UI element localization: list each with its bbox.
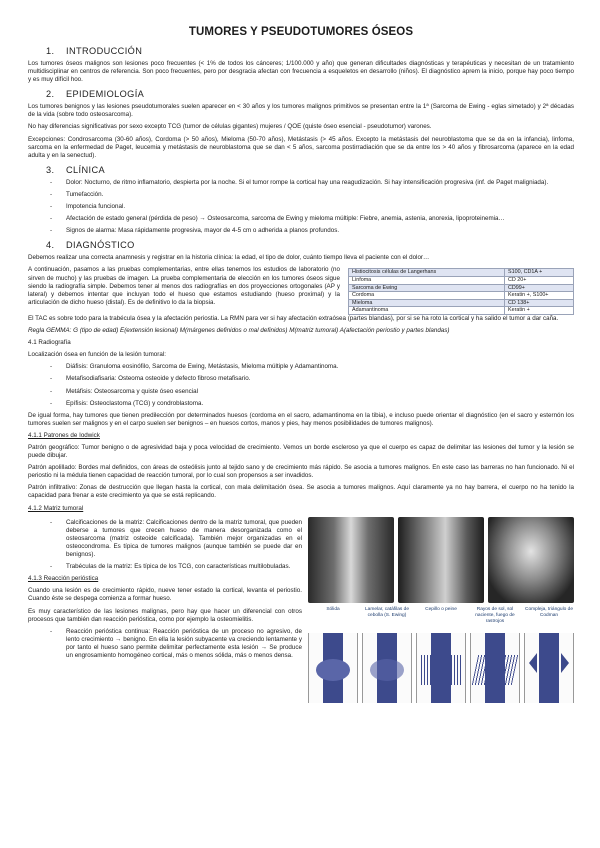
- paragraph: No hay diferencias significativas por sexo excepto TCG (tumor de células gigantes) mujeres / QOE (quiste óseo esencial - pseudotumor) varones.: [28, 123, 432, 131]
- document-page: [28, 26, 574, 717]
- table-row: [349, 307, 574, 315]
- list-item: - Impotencia funcional.: [50, 203, 574, 211]
- subheading-reaccion: 4.1.3 Reacción perióstica: [28, 575, 99, 583]
- table-row: [349, 277, 574, 285]
- periosteal-section: [28, 517, 574, 717]
- figure-label: Sólida: [326, 606, 340, 612]
- list-item: - Trabéculas de la matriz: Es típica de los TCG, con características multilobuladas.: [50, 563, 302, 571]
- section-number: 3.: [46, 164, 55, 175]
- list-item: - Metafisodiafisaria: Osteoma osteoide y defecto fibroso metafisario.: [50, 375, 574, 383]
- reaction-list: [28, 628, 302, 660]
- table-row: [349, 284, 574, 292]
- marker-value: CD99+: [505, 284, 574, 292]
- table-row: [349, 292, 574, 300]
- marker-name: Histiocitosis células de Langerhans: [349, 269, 505, 277]
- section-heading-introduccion: [46, 46, 574, 56]
- section-number: 4.: [46, 240, 55, 251]
- paragraph: Es muy característico de las lesiones malignas, pero hay que hacer un diferencial con otros procesos que también dan reacción perióstica, como por ejemplo la osteomielitis.: [28, 607, 302, 623]
- section-number: 1.: [46, 46, 55, 56]
- section-heading-epidemiologia: [46, 89, 574, 99]
- section-title: CLÍNICA: [66, 164, 106, 175]
- paragraph: Cuando una lesión es de crecimiento rápido, nueve tener estado la cortical, levanta el periostio. Cuando éste se despega comienza a formar hueso.: [28, 587, 302, 603]
- figure-label: Cepillo o peine: [425, 606, 457, 612]
- subheading-radiografia: 4.1 Radiografía: [28, 339, 71, 347]
- paragraph: Los tumores óseos malignos son lesiones poco frecuentes (< 1% de todos los cánceres; 1/100.000 y año) que generan dificultades diagnósticas y terapéuticas y necesitan de un tratamiento multidisciplinar en centros de referencia. Son poco frecuentes, pero por desgracia afectan con frecuencia a esqueletos en desarrollo (niños). El diagnóstico aprem la inicio, porque hay poco tiempo y es muy difícil hoo.: [28, 60, 574, 84]
- xray-image: [308, 517, 394, 603]
- figure-label: Compleja, triángulo de Codman: [525, 606, 573, 618]
- diagram-codman: [524, 633, 574, 703]
- list-item: - Epífisis: Osteoclastoma (TCG) y condroblastoma.: [50, 400, 574, 408]
- diagram-brush: [416, 633, 466, 703]
- paragraph: Localización ósea en función de la lesión tumoral:: [28, 351, 166, 359]
- paragraph: Patrón apolillado: Bordes mal definidos, con áreas de osteólisis junto al tejido sano y de crecimiento más rápido. Se asocia a tumores malignos. En este caso las barreras no han funcionado. Ni el periostio ni la médula tienen capacidad de reacción tumoral, por lo cual son propensos a ser invadidos.: [28, 464, 574, 480]
- section-heading-diagnostico: [46, 240, 574, 250]
- marker-value: Keratin +: [505, 307, 574, 315]
- figure-label: Rayos de sol, sol naciente, fuego de rastrojos: [475, 606, 515, 624]
- diagram-solid: [308, 633, 358, 703]
- diagram-row: [308, 633, 574, 703]
- list-item: - Signos de alarma: Masa rápidamente progresiva, mayor de 4-5 cm o adherida a planos profundos.: [50, 227, 574, 235]
- xray-row: [308, 517, 574, 603]
- list-item: - Metáfisis: Osteosarcoma y quiste óseo esencial: [50, 388, 574, 396]
- list-item: - Reacción perióstica continua: Reacción perióstica de un proceso no agresivo, de lento crecimiento → benigno. En ella la lesión subyacente va creciendo lentamente y por tanto el hueso sano permite delimitar perfectamente esta lesión → Se produce un engrosamiento homogéneo cortical, más o menos sólida, más o menos densa.: [50, 628, 302, 660]
- marker-value: CD 20+: [505, 277, 574, 285]
- list-item: - Tumefacción.: [50, 191, 574, 199]
- paragraph: Los tumores benignos y las lesiones pseudotumorales suelen aparecer en < 30 años y los tumores malignos primitivos se presentan entre la 1ª (Sarcoma de Ewing - eglas simetado) y 2ª décadas de la vida (sobre todo osteosarcoma).: [28, 103, 574, 119]
- paragraph: Patrón infiltrativo: Zonas de destrucción que llegan hasta la cortical, con mala delimitación ósea. Se asocia a tumores malignos. Aquí claramente ya no hay barrera, el cuerpo no ha tenido la capacidad para frenar a este crecimiento ya que se está replicando.: [28, 484, 574, 500]
- marker-name: Sarcoma de Ewing: [349, 284, 505, 292]
- paragraph: A continuación, pasamos a las pruebas complementarias, entre ellas tenemos los estudios de laboratorio (no sirven de mucho) y las pruebas de imagen. La prueba complementaria de elección en los tumores óseos sigue siendo la radiografía simple. Debemos tener al menos dos radiografías en dos proyecciones ortogonales (AP y lateral) y debemos intentar que incluyan todo el hueso que estamos estudiando (hueso proximal) y la articulación de dicho hueso (distal). Es de definitivo lo da la biopsia.: [28, 266, 340, 306]
- tests-block: [28, 266, 574, 315]
- diagram-sunburst: [470, 633, 520, 703]
- periosteal-reaction-figure: [308, 517, 574, 717]
- marker-value: S100, CD1A +: [505, 269, 574, 277]
- paragraph: Excepciones: Condrosarcoma (30-60 años), Cordoma (> 50 años), Mieloma (50-70 años), Metástasis (> 45 años. Excepto la metástasis del neuroblastoma que se da en la infancia), linfoma, sarcoma en la enfermedad de Paget, leucemia y metástasis de neuroblastoma que se dan < 5 años, sarcoma postirradiación que se da entre los > 40 años y fibrosarcoma (aparece en la edad adulta y en la senectud).: [28, 135, 574, 159]
- list-item: - Calcificaciones de la matriz: Calcificaciones dentro de la matriz tumoral, que pueden deberse a tumores que crecen hueso de manera desorganizada como el osteosarcoma (matriz osteoide calcificada). También mejor organizadas en el osteocondroma. Es típica de tumores malignos (aunque también se puede dar en benignos).: [50, 519, 302, 559]
- figure-labels: [308, 607, 574, 631]
- diagram-lamellar: [362, 633, 412, 703]
- xray-image: [398, 517, 484, 603]
- clinical-list: [28, 179, 574, 235]
- marker-value: Keratin +, S100+: [505, 292, 574, 300]
- location-list: [28, 363, 574, 407]
- subheading-matriz: 4.1.2 Matriz tumoral: [28, 504, 84, 512]
- section-title: DIAGNÓSTICO: [66, 240, 135, 251]
- paragraph: De igual forma, hay tumores que tienen predilección por determinados huesos (cordoma en el sacro, adamantinoma en la tibia), e incluso puede orientar el diagnóstico (en el sacro y esternón los tumores suelen ser malignos y en el carpo suelen ser benignos – en huesos cortos, manos y pies, hay menos posibilidades de tumores malignos).: [28, 411, 574, 427]
- section-title: INTRODUCCIÓN: [66, 46, 143, 56]
- table-row: [349, 269, 574, 277]
- matrix-list: [28, 519, 302, 572]
- figure-label: Lamelar, catáfilas de cebolla (S. Ewing): [365, 606, 409, 618]
- marker-name: Linfoma: [349, 277, 505, 285]
- list-item: - Afectación de estado general (pérdida de peso) → Osteosarcoma, sarcoma de Ewing y mieloma múltiple: Fiebre, anemia, astenia, anorexia, lipoproteinemia…: [50, 215, 574, 223]
- section-number: 2.: [46, 89, 55, 100]
- section-heading-clinica: [46, 165, 574, 175]
- paragraph: El TAC es sobre todo para la trabécula ósea y la afectación periostia. La RMN para ver si hay afectación extraósea (partes blandas), por si se ha roto la cortical y ha salido el tumor a dar caña.: [28, 314, 559, 322]
- subheading-lodwick: 4.1.1 Patrones de Iodwick: [28, 431, 100, 439]
- marker-name: Mieloma: [349, 299, 505, 307]
- list-item: - Dolor: Nocturno, de ritmo inflamatorio, despierta por la noche. Si el tumor rompe la cortical hay una reagudización. Si hay intensificación progresiva (inf. de Paget maligniada).: [50, 179, 574, 187]
- gemma-rule: Regla GEMMA: G (tipo de edad) E(extensión lesional) M(márgenes definidos o mal definidos) M(matriz tumoral) A(afectación periostio y partes blandas): [28, 327, 450, 335]
- marker-value: CD 138+: [505, 299, 574, 307]
- list-item: - Diáfisis: Granuloma eosinófilo, Sarcoma de Ewing, Metástasis, Mieloma múltiple y Adamantinoma.: [50, 363, 574, 371]
- paragraph: Patrón geográfico: Tumor benigno o de agresividad baja y poca velocidad de crecimiento. Vemos un borde escleroso ya que el cuerpo es capaz de delimitar las lesiones del tumor y la lesión se puede dibujar.: [28, 444, 574, 460]
- section-title: EPIDEMIOLOGÍA: [66, 89, 145, 100]
- markers-table: [348, 268, 574, 315]
- xray-image: [488, 517, 574, 603]
- marker-name: Adamantinoma: [349, 307, 505, 315]
- marker-name: Cordoma: [349, 292, 505, 300]
- page-title: TUMORES Y PSEUDOTUMORES ÓSEOS: [188, 26, 414, 38]
- table-row: [349, 299, 574, 307]
- paragraph: Debemos realizar una correcta anamnesis y registrar en la historia clínica: la edad, el tipo de dolor, cuánto tiempo lleva el paciente con el dolor…: [28, 254, 430, 262]
